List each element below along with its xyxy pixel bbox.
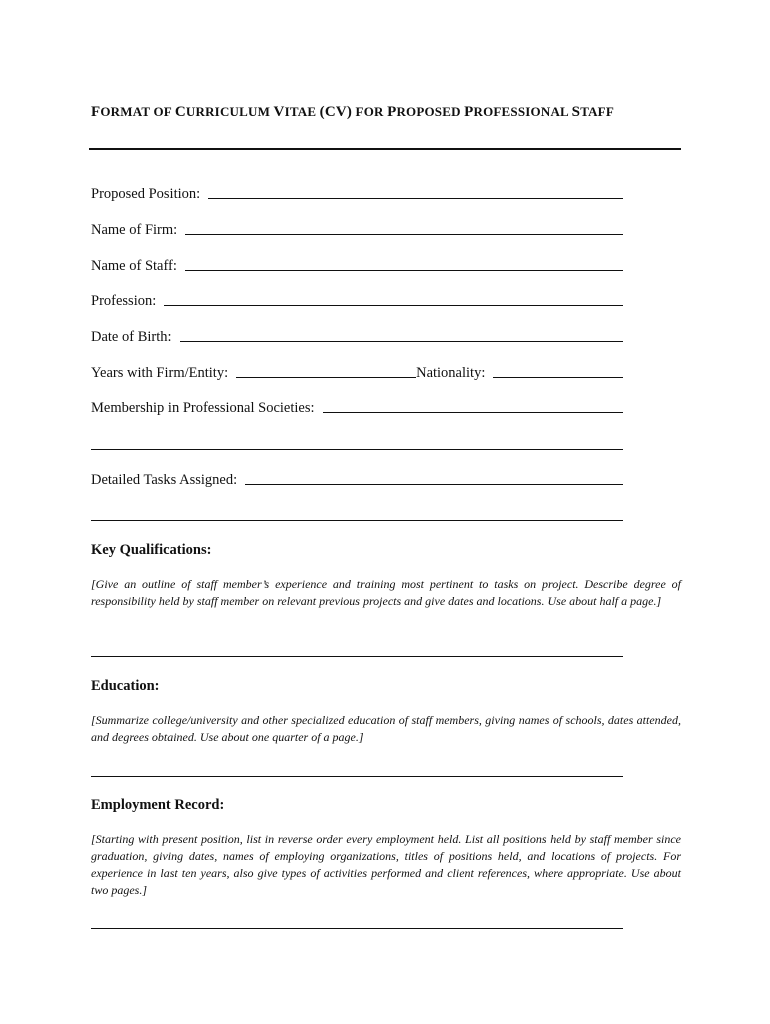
profession-line[interactable] — [164, 304, 623, 306]
name-of-firm-line[interactable] — [185, 233, 623, 235]
years-with-firm-line[interactable] — [236, 376, 416, 378]
detailed-tasks-continuation-line[interactable] — [91, 520, 623, 521]
name-of-firm-field[interactable] — [91, 219, 623, 239]
employment-record-line[interactable] — [91, 928, 623, 929]
detailed-tasks-label: Detailed Tasks Assigned: — [91, 472, 238, 488]
date-of-birth-line[interactable] — [180, 340, 623, 342]
profession-field[interactable] — [91, 290, 623, 310]
education-heading: Education: — [91, 678, 160, 694]
key-qualifications-instruction: [Give an outline of staff member’s experience and training most pertinent to tasks on project. Describe degree of responsibility held by staff member on relevant previous projects and give dates and locations. Use about half a page.] — [91, 577, 681, 608]
years-nationality-field[interactable] — [91, 362, 623, 382]
membership-label: Membership in Professional Societies: — [91, 400, 315, 416]
detailed-tasks-line[interactable] — [245, 483, 623, 485]
detailed-tasks-field[interactable] — [91, 469, 623, 489]
proposed-position-field[interactable] — [91, 183, 623, 203]
membership-field[interactable] — [91, 397, 623, 417]
title-divider — [89, 148, 681, 150]
name-of-firm-label: Name of Firm: — [91, 222, 178, 238]
name-of-staff-field[interactable] — [91, 255, 623, 275]
membership-line[interactable] — [323, 411, 623, 413]
date-of-birth-label: Date of Birth: — [91, 329, 172, 345]
key-qualifications-line[interactable] — [91, 656, 623, 657]
name-of-staff-line[interactable] — [185, 269, 623, 271]
profession-label: Profession: — [91, 293, 157, 309]
name-of-staff-label: Name of Staff: — [91, 258, 177, 274]
document-title: FORMAT OF CURRICULUM VITAE (CV) FOR PROPOSED PROFESSIONAL STAFF — [91, 104, 614, 120]
key-qualifications-heading: Key Qualifications: — [91, 542, 212, 558]
employment-record-instruction: [Starting with present position, list in reverse order every employment held. List all positions held by staff member since graduation, giving dates, names of employing organizations, titles of positions held, and locations of projects. For experience in last ten years, also give types of activities performed and client references, where appropriate. Use about two pages.] — [91, 832, 681, 897]
proposed-position-line[interactable] — [208, 197, 623, 199]
education-instruction: [Summarize college/university and other specialized education of staff members, giving names of schools, dates attended, and degrees obtained. Use about one quarter of a page.] — [91, 713, 681, 744]
years-with-firm-label: Years with Firm/Entity: — [91, 365, 229, 381]
proposed-position-label: Proposed Position: — [91, 186, 201, 202]
date-of-birth-field[interactable] — [91, 326, 623, 346]
nationality-label: Nationality: — [416, 365, 486, 381]
membership-continuation-line[interactable] — [91, 449, 623, 450]
nationality-line[interactable] — [493, 376, 623, 378]
education-line[interactable] — [91, 776, 623, 777]
employment-record-heading: Employment Record: — [91, 797, 225, 813]
